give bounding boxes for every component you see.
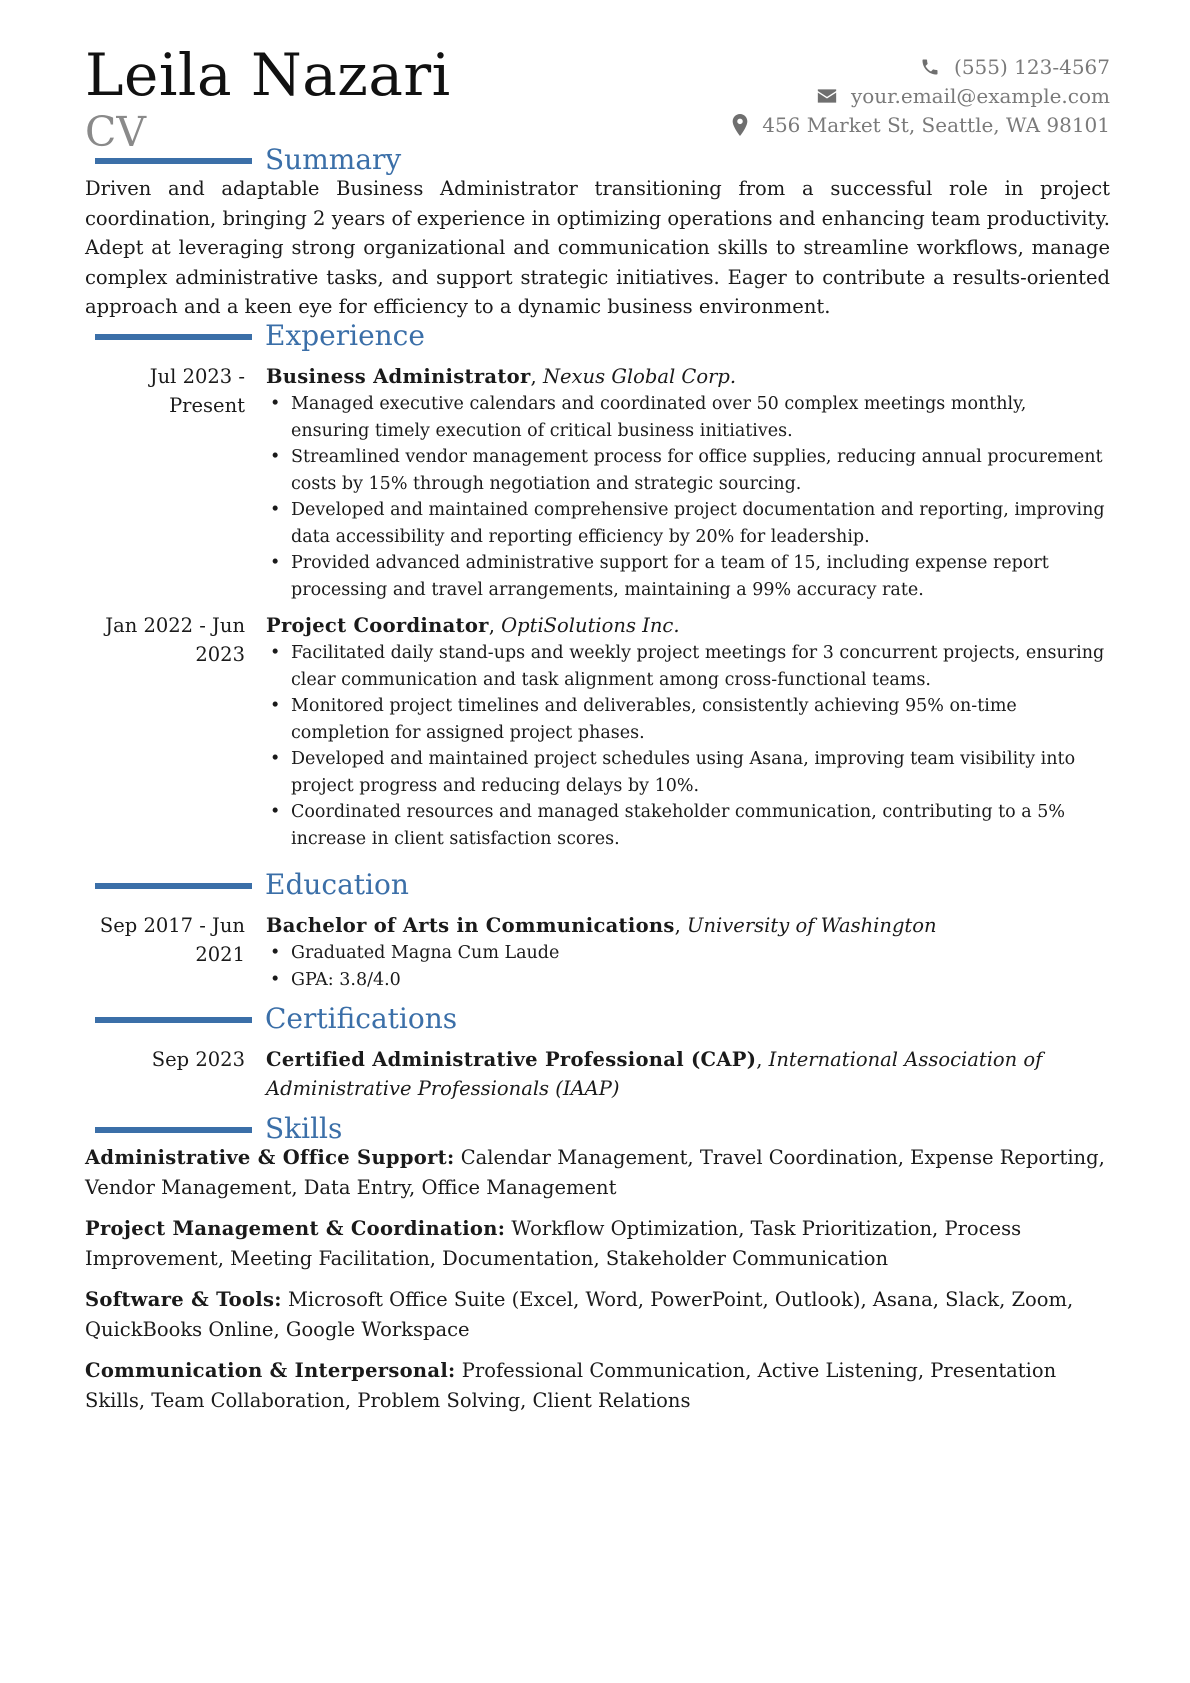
section-header <box>85 1111 1110 1151</box>
section-rule <box>95 883 252 889</box>
list-item: • Developed and maintained project schedules using Asana, improving team visibility into project progress and reducing delays by 10%. <box>266 746 1110 799</box>
experience-section <box>85 318 1110 852</box>
entry-organization: University of Washington <box>687 914 937 937</box>
section-title: Certifications <box>265 1002 458 1035</box>
entry-organization: Nexus Global Corp. <box>542 365 737 388</box>
summary-text: Driven and adaptable Business Administrator transitioning from a successful role in project coordination, bringing 2 years of experience in optimizing operations and enhancing team productivity. Adept at leveraging strong organizational and communication skills to streamline workflows, manage complex administrative tasks, and support strategic initiatives. Eager to contribute a results-oriented approach and a keen eye for efficiency to a dynamic business environment. <box>85 177 1110 318</box>
list-item: • Graduated Magna Cum Laude <box>266 940 1110 967</box>
skill-label: Project Management & Coordination: <box>85 1217 506 1240</box>
entry-bullets <box>266 391 1110 603</box>
section-rule <box>95 158 252 164</box>
entry-title: Project Coordinator, OptiSolutions Inc. <box>266 614 680 637</box>
skill-label: Administrative & Office Support: <box>85 1146 455 1169</box>
entry-role: Project Coordinator <box>266 614 489 637</box>
section-title: Summary <box>265 143 402 176</box>
section-title: Skills <box>265 1112 343 1145</box>
skill-values: Professional Communication, Active Listening, Presentation Skills, Team Collaboration, Problem Solving, Client Relations <box>85 1359 1057 1412</box>
contact-block <box>732 52 1110 139</box>
envelope-icon <box>817 88 837 104</box>
entry-role: Business Administrator <box>266 365 531 388</box>
education-section <box>85 867 1110 993</box>
certification-name: Certified Administrative Professional (CAP) <box>266 1048 757 1071</box>
entry-date: Jul 2023 - Present <box>149 365 245 417</box>
section-rule <box>95 334 252 340</box>
entry-bullets <box>266 940 1110 993</box>
section-header <box>85 318 1110 358</box>
contact-phone <box>732 52 1110 81</box>
skill-values: Calendar Management, Travel Coordination, Expense Reporting, Vendor Management, Data Entry, Office Management <box>85 1146 1105 1199</box>
list-item: • Provided advanced administrative support for a team of 15, including expense report processing and travel arrangements, maintaining a 99% accuracy rate. <box>266 550 1110 603</box>
candidate-name: Leila Nazari <box>85 41 451 109</box>
entry-title: Bachelor of Arts in Communications, University of Washington <box>266 914 937 937</box>
document-subtitle: CV <box>85 108 146 156</box>
skill-group <box>85 1143 1110 1202</box>
entry-body <box>266 611 1110 852</box>
certifications-section <box>85 1001 1110 1103</box>
entry-degree: Bachelor of Arts in Communications <box>266 914 675 937</box>
education-entry <box>85 911 1110 993</box>
certification-entry <box>85 1045 1110 1103</box>
section-header <box>85 1001 1110 1041</box>
section-rule <box>95 1127 252 1133</box>
experience-entry <box>85 611 1110 852</box>
email-address[interactable]: your.email@example.com <box>850 83 1110 108</box>
list-item: • Monitored project timelines and deliverables, consistently achieving 95% on-time completion for assigned project phases. <box>266 693 1110 746</box>
skill-values: Microsoft Office Suite (Excel, Word, PowerPoint, Outlook), Asana, Slack, Zoom, QuickBooks Online, Google Workspace <box>85 1288 1074 1341</box>
phone-number: (555) 123-4567 <box>954 54 1110 79</box>
skill-group <box>85 1356 1110 1415</box>
entry-title: Certified Administrative Professional (CAP), International Association of Administrative Professionals (IAAP) <box>266 1048 1043 1100</box>
section-header <box>85 142 1110 182</box>
contact-address <box>732 110 1110 139</box>
section-header <box>85 867 1110 907</box>
skills-list <box>85 1143 1110 1415</box>
entry-date: Sep 2017 - Jun 2021 <box>99 914 245 966</box>
entry-date: Jan 2022 - Jun 2023 <box>105 614 245 666</box>
contact-email <box>732 81 1110 110</box>
skill-group <box>85 1214 1110 1273</box>
list-item: • Developed and maintained comprehensive project documentation and reporting, improving data accessibility and reporting efficiency by 20% for leadership. <box>266 497 1110 550</box>
list-item: • Managed executive calendars and coordinated over 50 complex meetings monthly, ensuring timely execution of critical business initiatives. <box>266 391 1110 444</box>
entry-organization: OptiSolutions Inc. <box>501 614 680 637</box>
skill-label: Communication & Interpersonal: <box>85 1359 456 1382</box>
entry-body <box>266 1045 1110 1103</box>
entry-bullets <box>266 640 1110 852</box>
list-item: • Coordinated resources and managed stakeholder communication, contributing to a 5% increase in client satisfaction scores. <box>266 799 1110 852</box>
section-rule <box>95 1017 252 1023</box>
entry-body <box>266 911 1110 993</box>
list-item: • Streamlined vendor management process for office supplies, reducing annual procurement costs by 15% through negotiation and strategic sourcing. <box>266 444 1110 497</box>
entry-body <box>266 362 1110 603</box>
skill-label: Software & Tools: <box>85 1288 282 1311</box>
list-item: • GPA: 3.8/4.0 <box>266 967 1110 994</box>
skill-group <box>85 1285 1110 1344</box>
skills-section <box>85 1111 1110 1427</box>
summary-section <box>85 142 1110 322</box>
skill-values: Workflow Optimization, Task Prioritization, Process Improvement, Meeting Facilitation, Documentation, Stakeholder Communication <box>85 1217 1022 1270</box>
entry-title: Business Administrator, Nexus Global Corp. <box>266 365 737 388</box>
postal-address: 456 Market St, Seattle, WA 98101 <box>762 112 1110 137</box>
entry-date: Sep 2023 <box>151 1048 245 1071</box>
experience-entry <box>85 362 1110 603</box>
section-title: Experience <box>265 319 425 352</box>
entry-organization: International Association of Administrative Professionals (IAAP) <box>266 1048 1043 1100</box>
list-item: • Facilitated daily stand-ups and weekly project meetings for 3 concurrent projects, ensuring clear communication and task alignment among cross-functional teams. <box>266 640 1110 693</box>
phone-icon <box>920 57 940 77</box>
map-pin-icon <box>732 114 748 136</box>
section-title: Education <box>265 868 409 901</box>
